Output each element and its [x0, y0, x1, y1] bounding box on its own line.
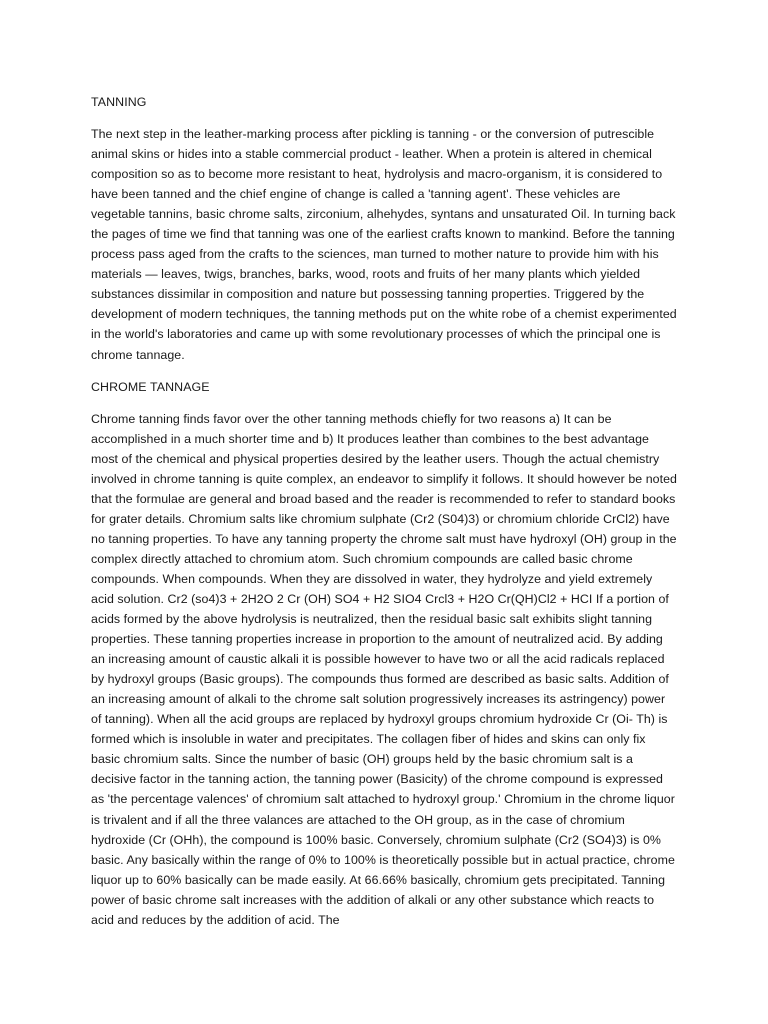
section-heading-chrome-tannage: CHROME TANNAGE — [91, 379, 210, 394]
section-heading-tanning: TANNING — [91, 95, 147, 109]
document-page — [91, 92, 677, 930]
paragraph-chrome-tannage: Chrome tanning finds favor over the other tanning methods chiefly for two reasons a) It can be accomplished in a much shorter time and b) It produces leather than combines to the best advantage most of the chemical and physical properties desired by the leather users. Though the actual chemistry involved in chrome tanning is quite complex, an endeavor to simplify it follows. It should however be noted that the formulae are general and broad based and the reader is recommended to refer to standard books for grater details. Chromium salts like chromium sulphate (Cr2 (S04)3) or chromium chloride CrCl2) have no tanning properties. To have any tanning property the chrome salt must have hydroxyl (OH) group in the complex directly attached to chromium atom. Such chromium compounds are called basic chrome compounds. When compounds. When they are dissolved in water, they hydrolyze and yield extremely acid solution. Cr2 (so4)3 + 2H2O 2 Cr (OH) SO4 + H2 SIO4 Crcl3 + H2O Cr(QH)Cl2 + HCI If a portion of acids formed by the above hydrolysis is neutralized, then the residual basic salt exhibits slight tanning properties. These tanning properties increase in proportion to the amount of neutralized acid. By adding an increasing amount of caustic alkali it is possible however to have two or all the acid radicals replaced by hydroxyl groups (Basic groups). The compounds thus formed are described as basic salts. Addition of an increasing amount of alkali to the chrome salt solution progressively increases its astringency) power of tanning). When all the acid groups are replaced by hydroxyl groups chromium hydroxide Cr (Oi- Th) is formed which is insoluble in water and precipitates. The collagen fiber of hides and skins can only fix basic chromium salts. Since the number of basic (OH) groups held by the basic chromium salt is a decisive factor in the tanning action, the tanning power (Basicity) of the chrome compound is expressed as 'the percentage valences' of chromium salt attached to hydroxyl group.' Chromium in the chrome liquor is trivalent and if all the three valances are attached to the OH group, as in the case of chromium hydroxide (Cr (OHh), the compound is 100% basic. Conversely, chromium sulphate (Cr2 (SO4)3) is 0% basic. Any basically within the range of 0% to 100% is theoretically possible but in actual practice, chrome liquor up to 60% basically can be made easily. At 66.66% basically, chromium gets precipitated. Tanning power of basic chrome salt increases with the addition of alkali or any other substance which reacts to acid and reduces by the addition of acid. The — [91, 411, 677, 927]
paragraph-tanning: The next step in the leather-marking process after pickling is tanning - or the conversion of putrescible animal skins or hides into a stable commercial product - leather. When a protein is altered in chemical composition so as to become more resistant to heat, hydrolysis and macro-organism, it is considered to have been tanned and the chief engine of change is called a 'tanning agent'. These vehicles are vegetable tannins, basic chrome salts, zirconium, alhehydes, syntans and unsaturated Oil. In turning back the pages of time we find that tanning was one of the earliest crafts known to mankind. Before the tanning process pass aged from the crafts to the sciences, man turned to mother nature to provide him with his materials — leaves, twigs, branches, barks, wood, roots and fruits of her many plants which yielded substances dissimilar in composition and nature but possessing tanning properties. Triggered by the development of modern techniques, the tanning methods put on the white robe of a chemist experimented in the world's laboratories and came up with some revolutionary processes of which the principal one is chrome tannage. — [91, 127, 677, 362]
